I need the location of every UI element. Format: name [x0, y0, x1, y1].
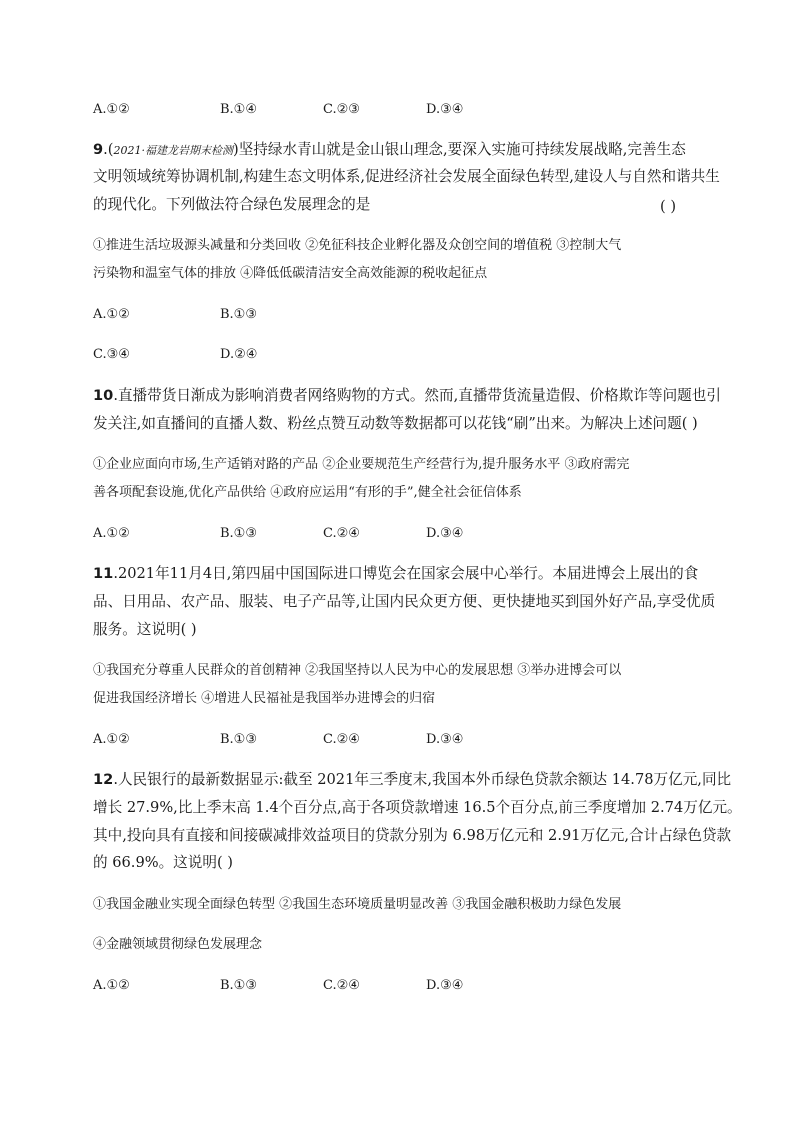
q11-stem-line-3: 服务。这说明( ) — [93, 621, 197, 638]
q10-options-line-1: ①企业应面向市场,生产适销对路的产品 ②企业要规范生产经营行为,提升服务水平 ③政府需完 — [93, 457, 630, 472]
q12-stem-text-1: .人民银行的最新数据显示:截至 2021年三季度末,我国本外币绿色贷款余额达 14.78万亿元,同比 — [113, 771, 732, 788]
q12-choice-a[interactable]: A.①② — [93, 978, 130, 993]
q12-stem-line-2: 增长 27.9%,比上季末高 1.4个百分点,高于各项贷款增速 16.5个百分点,前三季度增加 2.74万亿元。 — [93, 799, 742, 816]
q12-stem-line-1 — [93, 773, 731, 788]
q10-options-line-2: 善各项配套设施,优化产品供给 ④政府应运用“有形的手”,健全社会征信体系 — [93, 485, 522, 500]
q9-number: 9 — [93, 141, 104, 158]
q8-choice-b[interactable]: B.①④ — [220, 102, 257, 117]
q11-stem-text-1: .2021年11月4日,第四届中国国际进口博览会在国家会展中心举行。本届进博会上展出的食 — [113, 565, 699, 582]
q10-stem-line-1 — [93, 389, 721, 404]
q12-choice-b[interactable]: B.①③ — [220, 978, 257, 993]
q12-choice-d[interactable]: D.③④ — [426, 978, 464, 993]
q10-choice-d[interactable]: D.③④ — [426, 526, 464, 541]
q12-options-line-2: ④金融领域贯彻绿色发展理念 — [93, 937, 263, 952]
q9-stem-line-1 — [93, 143, 686, 158]
q10-choice-a[interactable]: A.①② — [93, 526, 130, 541]
q9-answer-blank[interactable]: ( ) — [660, 198, 677, 215]
q9-stem-line-3: 的现代化。下列做法符合绿色发展理念的是 — [93, 196, 371, 213]
q8-choice-c[interactable]: C.②③ — [323, 102, 360, 117]
q9-choice-c[interactable]: C.③④ — [93, 347, 130, 362]
q10-choice-b[interactable]: B.①③ — [220, 526, 257, 541]
q9-source: 2021·福建龙岩期末检测 — [113, 144, 233, 157]
q12-options-line-1: ①我国金融业实现全面绿色转型 ②我国生态环境质量明显改善 ③我国金融积极助力绿色发展 — [93, 897, 622, 912]
q12-number: 12 — [93, 771, 114, 788]
q10-stem-text-1: .直播带货日渐成为影响消费者网络购物的方式。然而,直播带货流量造假、价格欺诈等问题也引 — [113, 387, 721, 404]
q9-options-line-1: ①推进生活垃圾源头减量和分类回收 ②免征科技企业孵化器及众创空间的增值税 ③控制大气 — [93, 238, 622, 253]
q12-stem-line-4: 的 66.9%。这说明( ) — [93, 854, 233, 871]
q11-options-line-2: 促进我国经济增长 ④增进人民福祉是我国举办进博会的归宿 — [93, 691, 436, 706]
q9-stem-text-1: 坚持绿水青山就是金山银山理念,要深入实施可持续发展战略,完善生态 — [238, 141, 686, 158]
q9-stem-line-2: 文明领域统筹协调机制,构建生态文明体系,促进经济社会发展全面绿色转型,建设人与自然和谐共生 — [93, 168, 720, 185]
q11-stem-line-2: 品、日用品、农产品、服装、电子产品等,让国内民众更方便、更快捷地买到国外好产品,享受优质 — [93, 593, 716, 610]
q11-choice-a[interactable]: A.①② — [93, 732, 130, 747]
q9-source-suffix: ) — [233, 141, 239, 158]
q12-choice-c[interactable]: C.②④ — [323, 978, 360, 993]
q9-choice-b[interactable]: B.①③ — [220, 307, 257, 322]
q9-choice-a[interactable]: A.①② — [93, 307, 130, 322]
q9-options-line-2: 污染物和温室气体的排放 ④降低低碳清洁安全高效能源的税收起征点 — [93, 266, 488, 281]
q9-choice-d[interactable]: D.②④ — [220, 347, 258, 362]
q11-choice-c[interactable]: C.②④ — [323, 732, 360, 747]
q8-choice-a[interactable]: A.①② — [93, 102, 130, 117]
q10-choice-c[interactable]: C.②④ — [323, 526, 360, 541]
q10-stem-line-2: 发关注,如直播间的直播人数、粉丝点赞互动数等数据都可以花钱“刷”出来。为解决上述问题( ) — [93, 415, 698, 432]
q11-stem-line-1 — [93, 567, 698, 582]
q11-choice-d[interactable]: D.③④ — [426, 732, 464, 747]
q11-number: 11 — [93, 565, 114, 582]
q11-choice-b[interactable]: B.①③ — [220, 732, 257, 747]
q12-stem-line-3: 其中,投向具有直接和间接碳减排效益项目的贷款分别为 6.98万亿元和 2.91万亿元,合计占绿色贷款 — [93, 827, 732, 844]
q10-number: 10 — [93, 387, 114, 404]
q11-options-line-1: ①我国充分尊重人民群众的首创精神 ②我国坚持以人民为中心的发展思想 ③举办进博会可以 — [93, 663, 622, 678]
q9-source-prefix: .( — [103, 141, 114, 158]
q8-choice-d[interactable]: D.③④ — [426, 102, 464, 117]
